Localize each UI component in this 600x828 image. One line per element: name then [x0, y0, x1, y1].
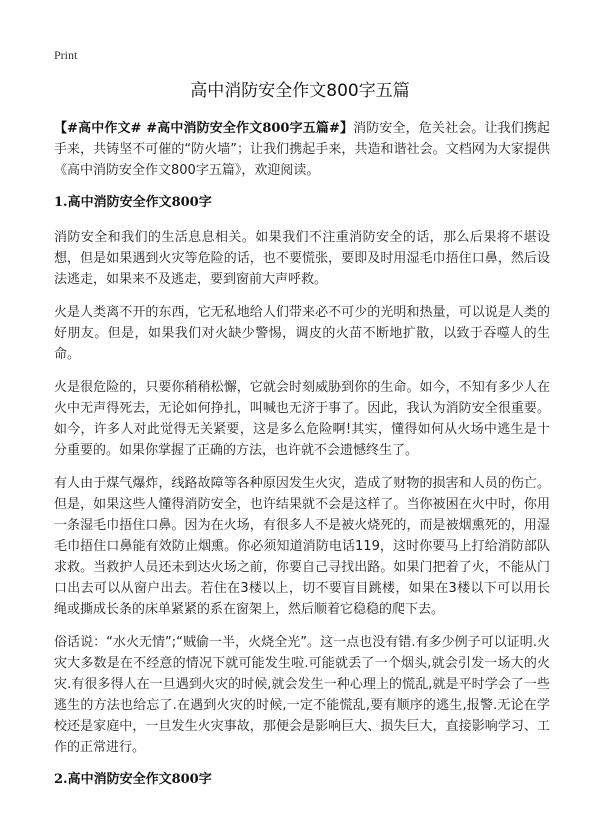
intro-paragraph — [54, 118, 550, 181]
paragraph: 有人由于煤气爆炸，线路故障等各种原因发生火灾，造成了财物的损害和人员的伤亡。但是，如果这些人懂得消防安全，也许结果就不会是这样了。当你被困在火中时，你用一条湿毛巾捂住口鼻。因为在火场，有很多人不是被火烧死的，而是被烟熏死的，用湿毛巾捂住口鼻能有效防止烟熏。你必须知道消防电话119，这时你要马上打给消防部队求救。当救护人员还未到达火场之前，你要自己寻找出路。如果门把着了火，不能从门口出去可以从窗户出去。若住在3楼以上，切不要盲目跳楼，如果在3楼以下可以用长绳或撕成长条的床单紧紧的系在窗架上，然后顺着它稳稳的爬下去。 — [54, 476, 550, 617]
paragraph: 消防安全和我们的生活息息相关。如果我们不注重消防安全的话，那么后果将不堪设想，但是如果遇到火灾等危险的话，也不要慌张，要即及时用湿毛巾捂住口鼻，然后设法逃走，如果来不及逃走，要到窗前大声呼救。 — [54, 230, 550, 287]
intro-tag: 【#高中作文# #高中消防安全作文800字五篇#】 — [54, 121, 354, 136]
paragraph: 火是人类离不开的东西，它无私地给人们带来必不可少的光明和热量，可以说是人类的好朋友。但是，如果我们对火缺少警惕，调皮的火苗不断地扩散，以致于吞噬人的生命。 — [54, 305, 550, 362]
section-heading-1: 1.高中消防安全作文800字 — [54, 195, 212, 210]
document-title: 高中消防安全作文800字五篇 — [190, 81, 410, 101]
intro-text: 消防安全，危关社会。让我们携起手来，共铸坚不可催的“防火墙”；让我们携起手来，共造和谐社会。文档网为大家提供《高中消防安全作文800字五篇》，欢迎阅读。 — [54, 121, 550, 178]
article-body — [54, 118, 550, 804]
section-heading-2: 2.高中消防安全作文800字 — [54, 772, 212, 787]
paragraph: 火是很危险的，只要你稍稍松懈，它就会时刻威胁到你的生命。如今，不知有多少人在火中无声得死去，无论如何挣扎，叫喊也无济于事了。因此，我认为消防安全很重要。如今，许多人对此觉得无关紧要，这是多么危险啊!其实，懂得如何从火场中逃生是十分重要的。如果你掌握了正确的方法，也许就不会遗憾终生了。 — [54, 380, 550, 458]
print-link[interactable]: Print — [54, 48, 78, 62]
paragraph: 俗话说：“水火无情”;“贼偷一半，火烧全光”。这一点也没有错.有多少例子可以证明.火灾大多数是在不经意的情况下就可能发生啦.可能就丢了一个烟头,就会引发一场大的火灾.有很多得人在一旦遇到火灾的时候,就会发生一种心理上的慌乱,就是平时学会了一些逃生的方法也给忘了.在遇到火灾的时候,一定不能慌乱,要有顺序的逃生,报警.无论在学校还是家庭中，一旦发生火灾事故，那便会是影响巨大、损失巨大，直接影响学习、工作的正常进行。 — [54, 635, 550, 755]
